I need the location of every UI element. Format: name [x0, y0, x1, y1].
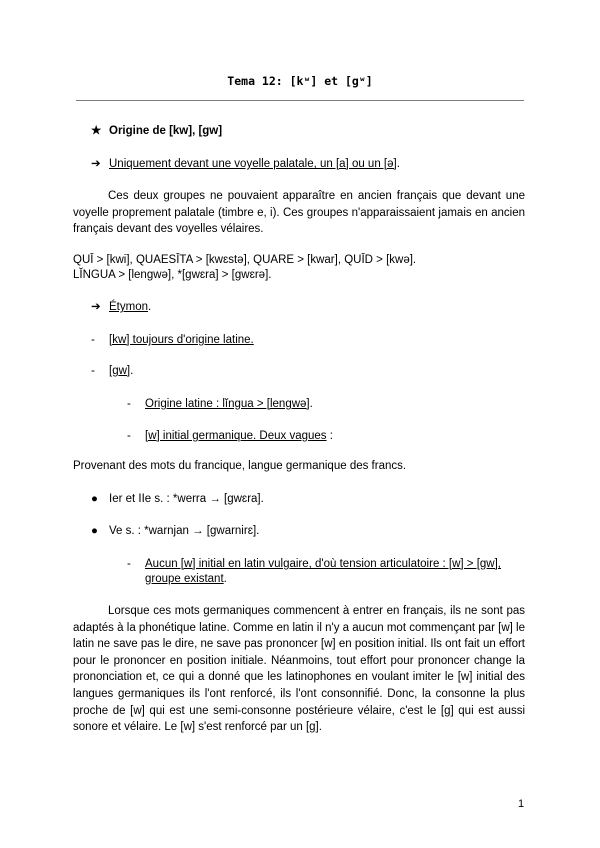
- examples-line-1: QUĪ > [kwi], QUAESĪTA > [kwɛstə], QUARE > [kwar], QUĪD > [kwə].: [73, 254, 417, 266]
- bullet-item-2: [91, 524, 259, 538]
- dash-item-2-text: [gw]: [109, 365, 131, 377]
- dash-item-2: [91, 364, 133, 378]
- arrow-icon: ➔: [91, 301, 101, 313]
- arrow-point-1-text: Uniquement devant une voyelle palatale, un [a] ou un [ə]: [109, 158, 397, 170]
- page-number: 1: [518, 798, 525, 810]
- dash-item-1-text: [kw] toujours d'origine latine.: [109, 334, 254, 346]
- bullet-item-1-text: Ier et IIe s. : *werra → [gwɛra].: [109, 493, 264, 505]
- bullet-dot-icon: ●: [91, 525, 98, 537]
- sub-item-2-end: :: [326, 430, 333, 442]
- examples-line-2: LĬNGUA > [lengwə], *[gwɛra] > [gwɛrə].: [73, 269, 272, 281]
- bullet-item-2-text: Ve s. : *warnjan → [gwarnirɛ].: [109, 525, 260, 537]
- sub-item-3-text-line-2: groupe existant: [145, 573, 224, 585]
- dash-icon: -: [127, 558, 131, 570]
- arrow-point-2-text: Étymon: [109, 301, 148, 313]
- sub-item-1: [127, 397, 313, 411]
- sub-item-1-text: Origine latine : lĭngua > [lengwə]: [145, 398, 310, 410]
- sub-item-2: [127, 429, 333, 443]
- sub-item-3-end: .: [223, 573, 227, 585]
- paragraph-1: Ces deux groupes ne pouvaient apparaître en ancien français que devant une voyelle proprement palatale (timbre e, i). Ces groupes n'apparaissaient jamais en ancien français devant des voyelles vélaires.: [73, 190, 525, 236]
- provenant-line: Provenant des mots du francique, langue germanique des francs.: [73, 460, 407, 472]
- arrow-point-1-end: .: [396, 158, 400, 170]
- arrow-icon: ➔: [91, 158, 101, 170]
- paragraph-2: Lorsque ces mots germaniques commencent à entrer en français, ils ne sont pas adaptés à la phonétique latine. Comme en latin il n'y a aucun mot commençant par [w] le latin ne save pas le dire, ne save pas prononcer [w] en position initial. Ils ont fait un effort pour le prononcer en position initiale. Néanmoins, tout effort pour prononcer change la prononciation et, ce qui a donné que les latinophones en voulant imiter le [w] initial des langues germaniques ils l'ont renforcé, ils l'ont consonnifié. Donc, la consonne la plus proche de [w] qui est une semi-consonne postérieure vélaire, c'est le [g] qui est aussi sonore et vélaire. Le [w] s'est renforcé par un [g].: [73, 605, 525, 734]
- dash-icon: -: [91, 334, 95, 346]
- dash-item-2-end: .: [130, 365, 134, 377]
- dash-icon: -: [91, 365, 95, 377]
- sub-item-3-continuation: [145, 572, 227, 586]
- sub-item-1-end: .: [309, 398, 313, 410]
- sub-item-2-text: [w] initial germanique. Deux vagues: [145, 430, 327, 442]
- star-icon: ★: [91, 125, 102, 137]
- arrow-point-2: [91, 300, 151, 314]
- section-heading: [91, 124, 222, 138]
- title-divider: [76, 100, 524, 101]
- sub-item-3-text-line-1: Aucun [w] initial en latin vulgaire, d'où tension articulatoire : [w] > [gw],: [145, 558, 502, 570]
- dash-item-1: [91, 333, 254, 347]
- dash-icon: -: [127, 430, 131, 442]
- dash-icon: -: [127, 398, 131, 410]
- arrow-point-1: [91, 157, 400, 171]
- bullet-item-1: [91, 492, 264, 506]
- arrow-point-2-end: .: [148, 301, 152, 313]
- section-heading-text: Origine de [kw], [gw]: [109, 125, 223, 137]
- bullet-dot-icon: ●: [91, 493, 98, 505]
- sub-item-3: [127, 557, 501, 571]
- page-title: Tema 12: [kʷ] et [gʷ]: [227, 74, 373, 88]
